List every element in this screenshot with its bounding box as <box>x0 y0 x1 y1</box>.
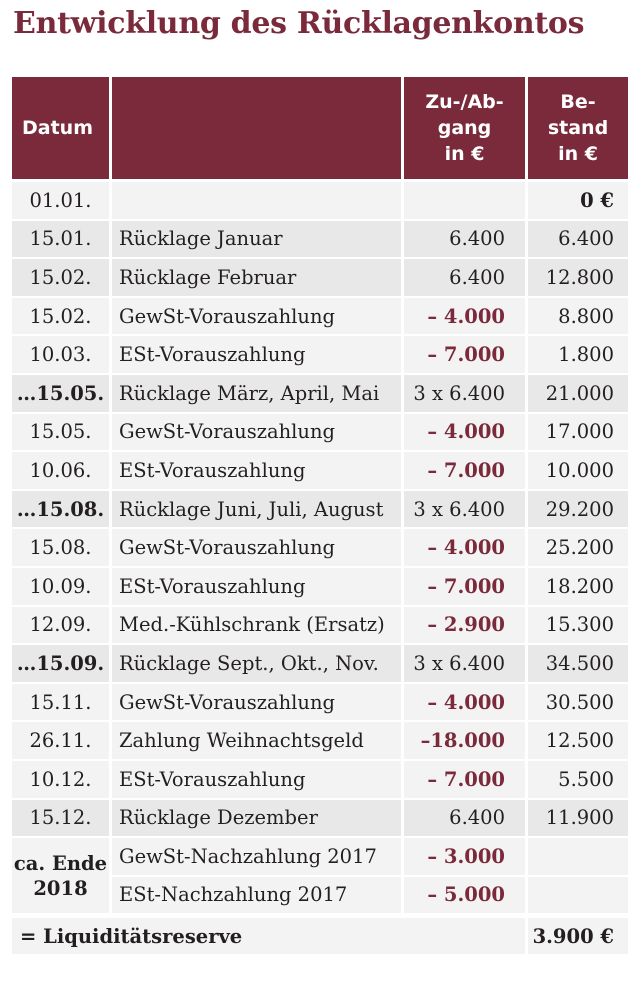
row-balance <box>528 877 628 916</box>
page-title: Entwicklung des Rücklagenkontos <box>13 6 585 41</box>
row-description: Zahlung Weihnachtsgeld <box>112 722 404 761</box>
row-balance: 6.400 <box>528 221 628 260</box>
row-description: ESt-Vorauszahlung <box>112 568 404 607</box>
table-header-row <box>12 77 628 182</box>
row-balance: 10.000 <box>528 452 628 491</box>
row-amount: – 4.000 <box>404 684 528 723</box>
row-date: 10.06. <box>12 452 112 491</box>
row-amount: – 4.000 <box>404 414 528 453</box>
table-row <box>12 259 628 298</box>
row-description: Rücklage Februar <box>112 259 404 298</box>
row-date: 15.12. <box>12 800 112 839</box>
row-description: ESt-Vorauszahlung <box>112 452 404 491</box>
row-amount: 3 x 6.400 <box>404 375 528 414</box>
row-amount: – 4.000 <box>404 298 528 337</box>
row-description: Rücklage Juni, Juli, August <box>112 491 404 530</box>
table-row <box>12 568 628 607</box>
row-date: 15.02. <box>12 298 112 337</box>
row-date: 15.08. <box>12 529 112 568</box>
header-balance-line1: Be- <box>560 91 596 113</box>
row-description: GewSt-Vorauszahlung <box>112 529 404 568</box>
row-description: ESt-Nachzahlung 2017 <box>112 877 404 916</box>
total-row <box>12 915 628 956</box>
row-balance: 29.200 <box>528 491 628 530</box>
row-description: GewSt-Vorauszahlung <box>112 684 404 723</box>
header-date: Datum <box>12 77 112 182</box>
row-description: ESt-Vorauszahlung <box>112 336 404 375</box>
table-row <box>12 336 628 375</box>
row-balance: 1.800 <box>528 336 628 375</box>
row-date: 10.03. <box>12 336 112 375</box>
row-amount: – 3.000 <box>404 838 528 877</box>
table-row <box>12 491 628 530</box>
row-amount: – 7.000 <box>404 336 528 375</box>
table-row <box>12 452 628 491</box>
total-value: 3.900 € <box>528 915 628 956</box>
row-description: Rücklage Januar <box>112 221 404 260</box>
row-balance: 15.300 <box>528 607 628 646</box>
header-balance <box>528 77 628 182</box>
row-date: 15.02. <box>12 259 112 298</box>
table-row <box>12 298 628 337</box>
row-balance: 18.200 <box>528 568 628 607</box>
row-amount <box>404 182 528 221</box>
table-row <box>12 182 628 221</box>
row-date: 10.09. <box>12 568 112 607</box>
row-balance: 0 € <box>528 182 628 221</box>
header-amount <box>404 77 528 182</box>
row-date: …15.08. <box>12 491 112 530</box>
row-amount: 3 x 6.400 <box>404 491 528 530</box>
reserve-account-table <box>12 77 628 956</box>
table-row <box>12 221 628 260</box>
row-description: GewSt-Vorauszahlung <box>112 414 404 453</box>
row-amount: 3 x 6.400 <box>404 645 528 684</box>
row-description: GewSt-Nachzahlung 2017 <box>112 838 404 877</box>
row-description: GewSt-Vorauszahlung <box>112 298 404 337</box>
row-date: 12.09. <box>12 607 112 646</box>
table-row <box>12 800 628 839</box>
row-description: Rücklage Dezember <box>112 800 404 839</box>
row-balance: 30.500 <box>528 684 628 723</box>
row-balance: 21.000 <box>528 375 628 414</box>
header-amount-line1: Zu-/Ab- <box>425 91 504 113</box>
row-balance: 17.000 <box>528 414 628 453</box>
table-row <box>12 684 628 723</box>
row-amount: – 7.000 <box>404 452 528 491</box>
row-balance: 5.500 <box>528 761 628 800</box>
row-description: Med.-Kühlschrank (Ersatz) <box>112 607 404 646</box>
row-balance: 12.500 <box>528 722 628 761</box>
table-row <box>12 761 628 800</box>
row-amount: – 7.000 <box>404 761 528 800</box>
row-amount: 6.400 <box>404 259 528 298</box>
row-description: ESt-Vorauszahlung <box>112 761 404 800</box>
row-balance: 8.800 <box>528 298 628 337</box>
row-description <box>112 182 404 221</box>
row-description: Rücklage März, April, Mai <box>112 375 404 414</box>
row-date: 15.11. <box>12 684 112 723</box>
row-amount: – 5.000 <box>404 877 528 916</box>
row-date: 15.01. <box>12 221 112 260</box>
row-balance: 11.900 <box>528 800 628 839</box>
row-date: 10.12. <box>12 761 112 800</box>
table-row <box>12 838 628 877</box>
row-amount: 6.400 <box>404 800 528 839</box>
row-amount: – 7.000 <box>404 568 528 607</box>
row-date: 15.05. <box>12 414 112 453</box>
row-balance <box>528 838 628 877</box>
header-amount-line3: in € <box>444 143 485 165</box>
header-balance-line2: stand <box>547 117 609 139</box>
row-balance: 25.200 <box>528 529 628 568</box>
row-balance: 34.500 <box>528 645 628 684</box>
header-amount-line2: gang <box>437 117 492 139</box>
table-row <box>12 375 628 414</box>
row-date: …15.05. <box>12 375 112 414</box>
table-row <box>12 607 628 646</box>
table-row <box>12 414 628 453</box>
header-balance-line3: in € <box>558 143 598 165</box>
row-date: 01.01. <box>12 182 112 221</box>
row-balance: 12.800 <box>528 259 628 298</box>
table-row <box>12 645 628 684</box>
table-row <box>12 529 628 568</box>
final-date <box>12 838 112 915</box>
row-amount: – 2.900 <box>404 607 528 646</box>
final-date-line2: 2018 <box>33 876 88 900</box>
row-date: …15.09. <box>12 645 112 684</box>
final-date-line1: ca. Ende <box>13 851 108 875</box>
row-amount: –18.000 <box>404 722 528 761</box>
header-description <box>112 77 404 182</box>
row-description: Rücklage Sept., Okt., Nov. <box>112 645 404 684</box>
row-amount: 6.400 <box>404 221 528 260</box>
total-label: = Liquiditätsreserve <box>12 915 528 956</box>
row-date: 26.11. <box>12 722 112 761</box>
table-row <box>12 722 628 761</box>
row-amount: – 4.000 <box>404 529 528 568</box>
